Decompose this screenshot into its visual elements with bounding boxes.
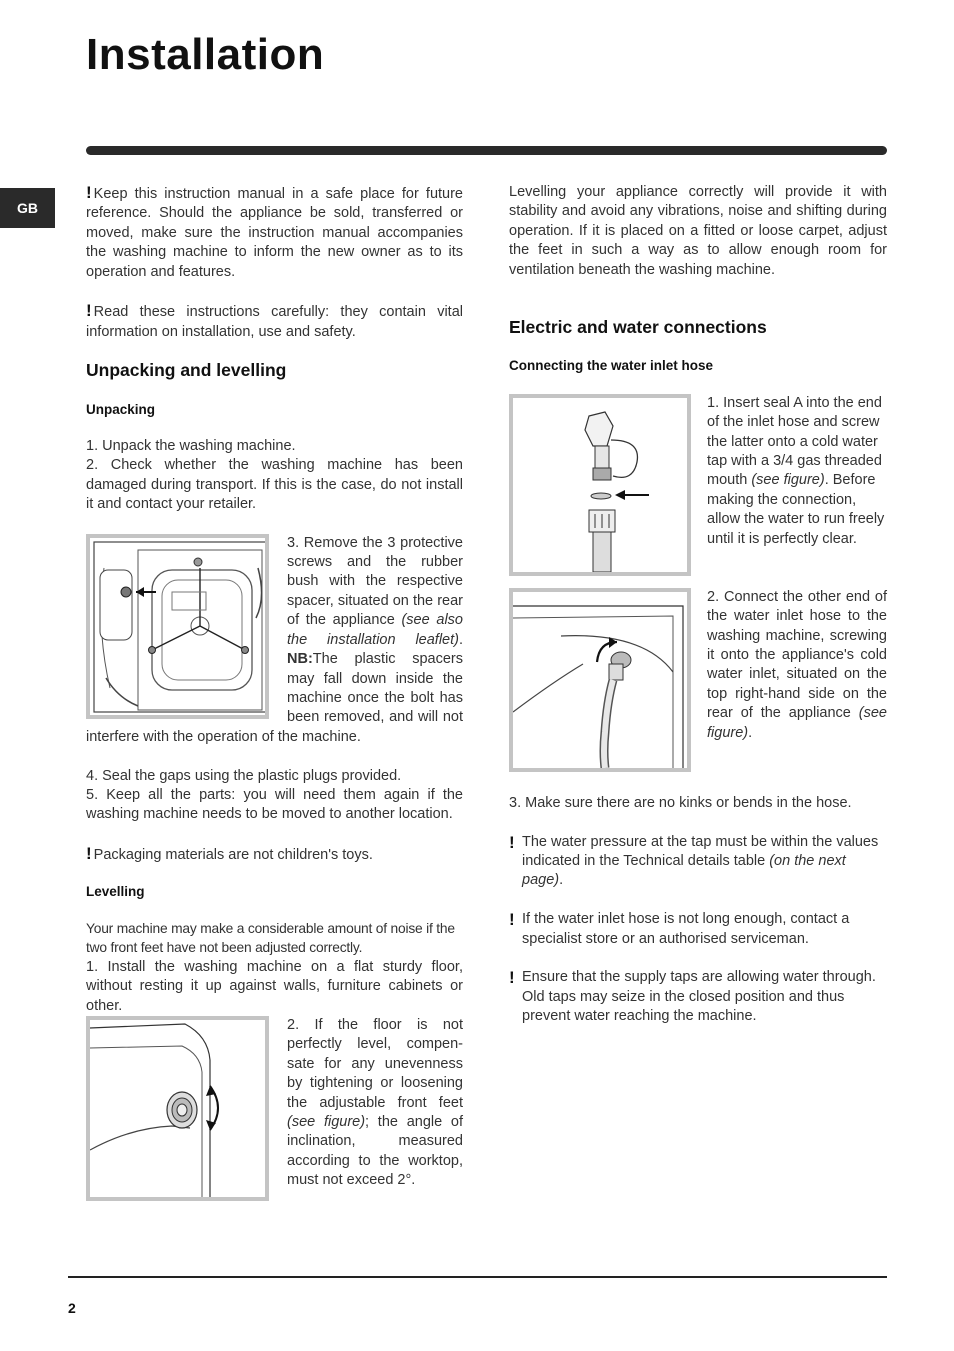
intro-note-2: ! Read these instructions carefully: they contain vital information on installation, use and safety. xyxy=(86,301,463,340)
right-column xyxy=(509,183,887,1027)
tap-and-seal-illustration xyxy=(513,398,687,572)
heading-inlet-hose: Connecting the water inlet hose xyxy=(509,358,714,374)
exclamation-icon: ! xyxy=(86,844,92,864)
pressure-warning: ! The water pressure at the tap must be within the values indicated in the Technical details table (on the next page). xyxy=(509,833,887,891)
front-feet-figure xyxy=(86,1016,269,1201)
exclamation-icon: ! xyxy=(509,832,515,852)
step-1: 1. Unpack the washing machine. xyxy=(86,438,296,455)
levelling-step-2: 2. If the floor is not perfectly level, compen-sate for any unevenness by tightening or loosening the adjustable front feet (see figure); the angle of inclination, measured according to the worktop, must not exceed 2°. xyxy=(287,1016,463,1189)
left-column xyxy=(86,183,463,1201)
heading-levelling: Levelling xyxy=(86,883,145,899)
exclamation-icon: ! xyxy=(86,301,92,321)
exclamation-icon: ! xyxy=(509,910,515,930)
connection-step-3: 3. Make sure there are no kinks or bends in the hose. xyxy=(509,794,852,811)
step-4: 4. Seal the gaps using the plastic plugs provided. xyxy=(86,767,402,784)
title-rule xyxy=(86,146,887,155)
levelling-intro: Your machine may make a considerable amount of noise if the two front feet have not been adjusted correctly. xyxy=(86,920,455,956)
inlet-connection-figure xyxy=(509,588,691,772)
packaging-note: ! Packaging materials are not children's toys. xyxy=(86,844,373,864)
rear-panel-illustration xyxy=(90,538,265,715)
step-3: 3. Remove the 3 protective screws and the rubber bush with the respective spacer, situated on the rear of the appliance (see also the installation leaflet). NB:The plastic spacers may fall down inside the machine once the bolt has been removed, and will not interfere with the operation of the machine. xyxy=(86,534,463,745)
levelling-benefits: Levelling your appliance correctly will provide it with stability and avoid any vibrations, noise and shifting during operation. If it is placed on a fitted or loose carpet, adjust the feet in such a way as to allow enough room for ventilation beneath the washing machine. xyxy=(509,184,887,278)
exclamation-icon: ! xyxy=(509,968,515,988)
step-5: 5. Keep all the parts: you will need them again if the washing machine needs to be moved to another location. xyxy=(86,786,463,823)
page-number: 2 xyxy=(68,1300,76,1316)
adjustable-foot-illustration xyxy=(90,1020,265,1197)
hose-length-warning: ! If the water inlet hose is not long enough, contact a specialist store or an authorised serviceman. xyxy=(509,910,887,949)
intro-note-1: ! Keep this instruction manual in a safe place for future reference. Should the appliance be sold, transferred or moved, make sure the instruction manual accompanies the washing machine to inform the new owner as to its operation and features. xyxy=(86,183,463,280)
connection-step-2: 2. Connect the other end of the water inlet hose to the washing machine, screwing it onto the appliance's cold water inlet, situated on the top right-hand side on the rear of the appliance (see figure). xyxy=(707,588,887,741)
heading-unpacking: Unpacking xyxy=(86,401,156,417)
levelling-step-1: 1. Install the washing machine on a flat sturdy floor, without resting it up against walls, furniture cabinets or other. xyxy=(86,958,463,1014)
supply-taps-warning: ! Ensure that the supply taps are allowing water through. Old taps may seize in the closed position and thus prevent water reaching the machine. xyxy=(509,968,887,1026)
exclamation-icon: ! xyxy=(86,183,92,202)
machine-inlet-illustration xyxy=(513,592,687,768)
connection-step-1: 1. Insert seal A into the end of the inlet hose and screw the latter onto a cold water tap with a 3/4 gas threaded mouth (see figure). Before making the connection, allow the water to run freely until it is perfectly clear. xyxy=(707,394,885,547)
heading-electric-water: Electric and water connections xyxy=(509,317,767,338)
language-tab: GB xyxy=(0,188,55,228)
page-title: Installation xyxy=(86,30,325,79)
heading-unpacking-levelling: Unpacking and levelling xyxy=(86,360,287,381)
footer-rule xyxy=(68,1276,887,1278)
tap-seal-figure xyxy=(509,394,691,576)
rear-screws-figure xyxy=(86,534,269,719)
step-2: 2. Check whether the washing machine has been damaged during transport. If this is the case, do not install it and contact your retailer. xyxy=(86,457,463,513)
